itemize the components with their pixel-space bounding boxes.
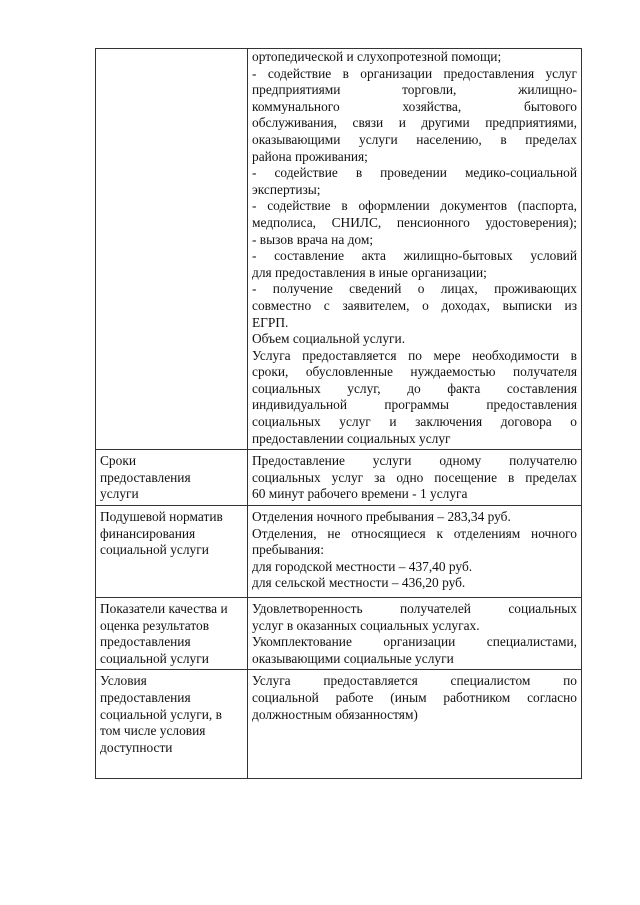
content-line: Услуга предоставляется по мере необходимости в bbox=[252, 347, 577, 363]
content-line: медполиса, СНИЛС, пенсионного удостоверения); bbox=[252, 214, 577, 230]
row-label-line: финансирования bbox=[100, 525, 196, 541]
content-line: предприятиями торговли, жилищно- bbox=[252, 82, 577, 98]
row-label-line: предоставления bbox=[100, 689, 191, 705]
content-line: района проживания; bbox=[252, 148, 368, 164]
row-label-line: услуги bbox=[100, 486, 139, 502]
content-line: 60 минут рабочего времени - 1 услуга bbox=[252, 486, 468, 502]
content-line: сроки, обусловленные нуждаемостью получателя bbox=[252, 364, 577, 380]
row-label-cell bbox=[96, 598, 248, 670]
row-label-cell bbox=[96, 670, 248, 779]
content-line: социальных услуг за одно посещение в пределах bbox=[252, 469, 577, 485]
content-line: ЕГРП. bbox=[252, 314, 289, 330]
row-content-cell bbox=[248, 670, 582, 779]
row-content-cell bbox=[248, 49, 582, 450]
row-label-line: Условия bbox=[100, 673, 147, 689]
content-line: для городской местности – 437,40 руб. bbox=[252, 558, 473, 574]
content-line: пребывания: bbox=[252, 542, 324, 558]
row-content-cell bbox=[248, 506, 582, 598]
content-line: для предоставления в иные организации; bbox=[252, 264, 487, 280]
content-line: - содействие в организации предоставления услуг bbox=[252, 65, 577, 81]
content-line: - содействие в оформлении документов (паспорта, bbox=[252, 198, 577, 214]
row-label-line: Сроки bbox=[100, 453, 136, 469]
content-line: - содействие в проведении медико-социальной bbox=[252, 165, 577, 181]
content-line: Укомплектование организации специалистами, bbox=[252, 634, 577, 650]
content-line: социальной работе (иным работником согласно bbox=[252, 689, 577, 705]
content-line: должностным обязанностям) bbox=[252, 706, 418, 722]
row-label-line: Подушевой норматив bbox=[100, 509, 223, 525]
row-label-line: предоставления bbox=[100, 469, 191, 485]
content-line: Услуга предоставляется специалистом по bbox=[252, 673, 577, 689]
quality-indicators-row bbox=[96, 598, 582, 670]
row-label-cell bbox=[96, 49, 248, 450]
row-label-line: оценка результатов bbox=[100, 617, 210, 633]
content-line: - получение сведений о лицах, проживающих bbox=[252, 281, 577, 297]
content-line: экспертизы; bbox=[252, 181, 321, 197]
row-label-line: социальной услуги, в bbox=[100, 706, 222, 722]
content-line: Отделения ночного пребывания – 283,34 руб. bbox=[252, 509, 511, 525]
content-line: Предоставление услуги одному получателю bbox=[252, 453, 577, 469]
content-line: обслуживания, связи и другими предприятиями, bbox=[252, 115, 577, 131]
row-label-line: Показатели качества и bbox=[100, 601, 228, 616]
content-line: Объем социальной услуги. bbox=[252, 331, 406, 347]
content-line: Отделения, не относящиеся к отделениям ночного bbox=[252, 525, 577, 541]
table-body bbox=[96, 49, 582, 779]
content-line: социальных услуг и заключения договора о bbox=[252, 414, 577, 430]
content-line: Удовлетворенность получателей социальных bbox=[252, 601, 577, 616]
content-line: оказывающими социальные услуги bbox=[252, 650, 454, 666]
service-terms-row bbox=[96, 450, 582, 506]
content-line: оказывающими услуги населению, в пределах bbox=[252, 131, 577, 147]
per-capita-funding-row bbox=[96, 506, 582, 598]
row-label-line: предоставления bbox=[100, 634, 191, 650]
content-line: социальных услуг, до факта составления bbox=[252, 380, 577, 396]
row-label-line: социальной услуги bbox=[100, 542, 209, 558]
content-line: индивидуальной программы предоставления bbox=[252, 397, 577, 413]
row-label-cell bbox=[96, 450, 248, 506]
row-label-line: том числе условия bbox=[100, 723, 206, 739]
content-line: совместно с заявителем, о доходах, выписки из bbox=[252, 297, 577, 313]
content-line: коммунального хозяйства, бытового bbox=[252, 98, 577, 114]
row-label-line: доступности bbox=[100, 739, 173, 755]
content-line: для сельской местности – 436,20 руб. bbox=[252, 575, 466, 591]
content-line: - вызов врача на дом; bbox=[252, 231, 374, 247]
content-line: предоставлении социальных услуг bbox=[252, 430, 451, 446]
service-description-table bbox=[95, 48, 582, 779]
provision-conditions-row bbox=[96, 670, 582, 779]
content-line: - составление акта жилищно-бытовых условий bbox=[252, 248, 577, 264]
service-content-continuation-row bbox=[96, 49, 582, 450]
row-label-line: социальной услуги bbox=[100, 650, 209, 666]
content-line: ортопедической и слухопротезной помощи; bbox=[252, 49, 502, 64]
row-content-cell bbox=[248, 450, 582, 506]
content-line: услуг в оказанных социальных услугах. bbox=[252, 617, 480, 633]
row-content-cell bbox=[248, 598, 582, 670]
row-label-cell bbox=[96, 506, 248, 598]
